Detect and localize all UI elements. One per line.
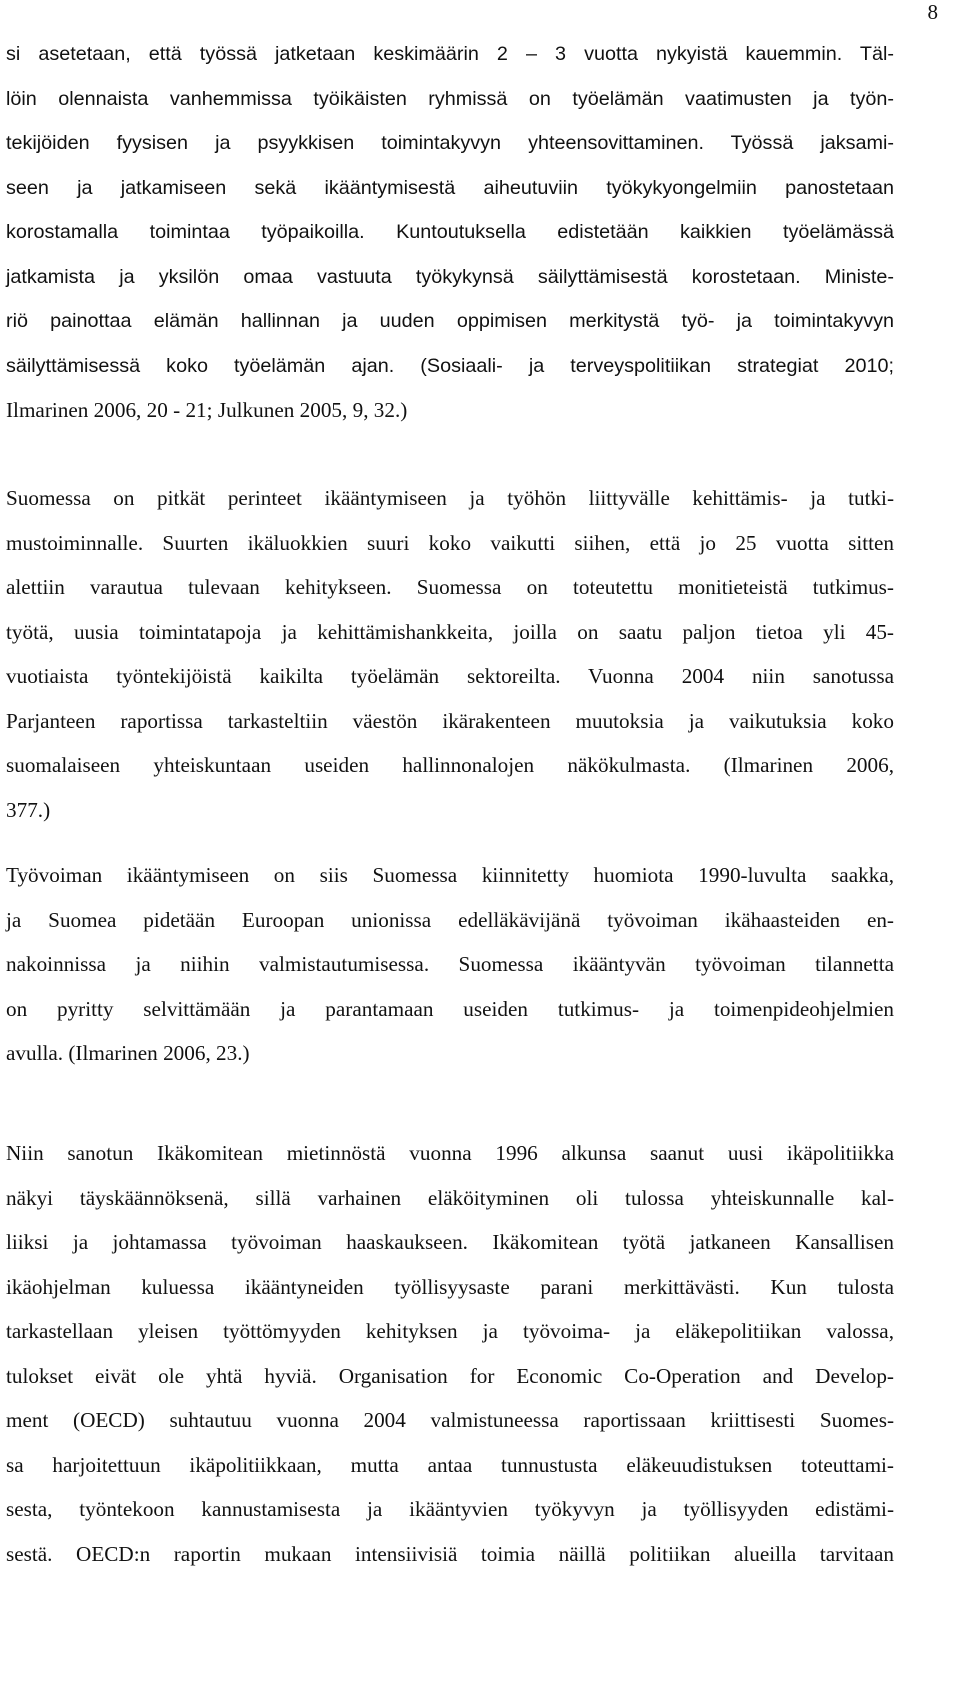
paragraph-line: sa harjoitettuun ikäpolitiikkaan, mutta antaa tunnustusta eläkeuudistuksen toteuttami-	[6, 1452, 894, 1477]
paragraph-line: mustoiminnalle. Suurten ikäluokkien suuri koko vaikutti siihen, että jo 25 vuotta sitten	[6, 530, 894, 555]
paragraph-line: alettiin varautua tulevaan kehitykseen. Suomessa on toteutettu monitieteistä tutkimus-	[6, 575, 894, 599]
paragraph-3	[6, 853, 894, 1076]
paragraph-line: jatkamista ja yksilön omaa vastuuta työkykynsä säilyttämisestä korostetaan. Ministe-	[6, 265, 894, 288]
paragraph-line: ikäohjelman kuluessa ikääntyneiden työllisyysaste parani merkittävästi. Kun tulosta	[6, 1274, 894, 1299]
paragraph-line: sestä. OECD:n raportin mukaan intensiivisiä toimia näillä politiikan alueilla tarvitaan	[6, 1541, 894, 1566]
paragraph-line: Ilmarinen 2006, 20 - 21; Julkunen 2005, 9, 32.)	[6, 398, 408, 422]
paragraph-line: löin olennaista vanhemmissa työikäisten ryhmissä on työelämän vaatimusten ja työn-	[6, 87, 894, 110]
paragraph-line: tarkastellaan yleisen työttömyyden kehityksen ja työvoima- ja eläkepolitiikan valossa,	[6, 1319, 894, 1343]
paragraph-line: suomalaiseen yhteiskuntaan useiden hallinnonalojen näkökulmasta. (Ilmarinen 2006,	[6, 753, 894, 777]
paragraph-line: si asetetaan, että työssä jatketaan keskimäärin 2 – 3 vuotta nykyistä kauemmin. Täl-	[6, 43, 894, 65]
paragraph-2	[6, 476, 894, 832]
paragraph-line: 377.)	[6, 797, 51, 822]
paragraph-line: sesta, työntekoon kannustamisesta ja ikääntyvien työkyvyn ja työllisyyden edistämi-	[6, 1497, 894, 1521]
paragraph-line: seen ja jatkamiseen sekä ikääntymisestä aiheutuviin työkykyongelmiin panostetaan	[6, 176, 894, 199]
paragraph-line: tekijöiden fyysisen ja psyykkisen toimintakyvyn yhteensovittaminen. Työssä jaksami-	[6, 132, 894, 154]
paragraph-line: ment (OECD) suhtautuu vuonna 2004 valmistuneessa raportissaan kriittisesti Suomes-	[6, 1408, 894, 1432]
paragraph-line: säilyttämisessä koko työelämän ajan. (Sosiaali- ja terveyspolitiikan strategiat 2010;	[6, 354, 894, 377]
paragraph-line: nakoinnissa ja niihin valmistautumisessa. Suomessa ikääntyvän työvoiman tilannetta	[6, 952, 894, 976]
paragraph-line: ja Suomea pidetään Euroopan unionissa edelläkävijänä työvoiman ikähaasteiden en-	[6, 907, 894, 932]
paragraph-line: Niin sanotun Ikäkomitean mietinnöstä vuonna 1996 alkunsa saanut uusi ikäpolitiikka	[6, 1141, 894, 1165]
paragraph-line: työtä, uusia toimintatapoja ja kehittämishankkeita, joilla on saatu paljon tietoa yli 45-	[6, 619, 894, 644]
paragraph-line: avulla. (Ilmarinen 2006, 23.)	[6, 1041, 250, 1065]
paragraph-1	[6, 32, 894, 433]
paragraph-line: riö painottaa elämän hallinnan ja uuden oppimisen merkitystä työ- ja toimintakyvyn	[6, 310, 894, 332]
paragraph-line: näkyi täyskäännöksenä, sillä varhainen eläköityminen oli tulossa yhteiskunnalle kal-	[6, 1185, 894, 1210]
paragraph-line: liiksi ja johtamassa työvoiman haaskaukseen. Ikäkomitean työtä jatkaneen Kansallisen	[6, 1230, 894, 1254]
paragraph-line: vuotiaista työntekijöistä kaikilta työelämän sektoreilta. Vuonna 2004 niin sanotussa	[6, 664, 894, 688]
paragraph-4	[6, 1131, 894, 1576]
paragraph-line: tulokset eivät ole yhtä hyviä. Organisation for Economic Co-Operation and Develop-	[6, 1363, 894, 1388]
page-number: 8	[927, 0, 938, 24]
paragraph-line: Suomessa on pitkät perinteet ikääntymiseen ja työhön liittyvälle kehittämis- ja tutki-	[6, 486, 894, 510]
paragraph-line: korostamalla toimintaa työpaikoilla. Kuntoutuksella edistetään kaikkien työelämässä	[6, 221, 894, 243]
paragraph-line: Työvoiman ikääntymiseen on siis Suomessa kiinnitetty huomiota 1990-luvulta saakka,	[6, 863, 894, 887]
paragraph-line: Parjanteen raportissa tarkasteltiin väestön ikärakenteen muutoksia ja vaikutuksia koko	[6, 708, 894, 733]
paragraph-line: on pyritty selvittämään ja parantamaan useiden tutkimus- ja toimenpideohjelmien	[6, 996, 894, 1021]
